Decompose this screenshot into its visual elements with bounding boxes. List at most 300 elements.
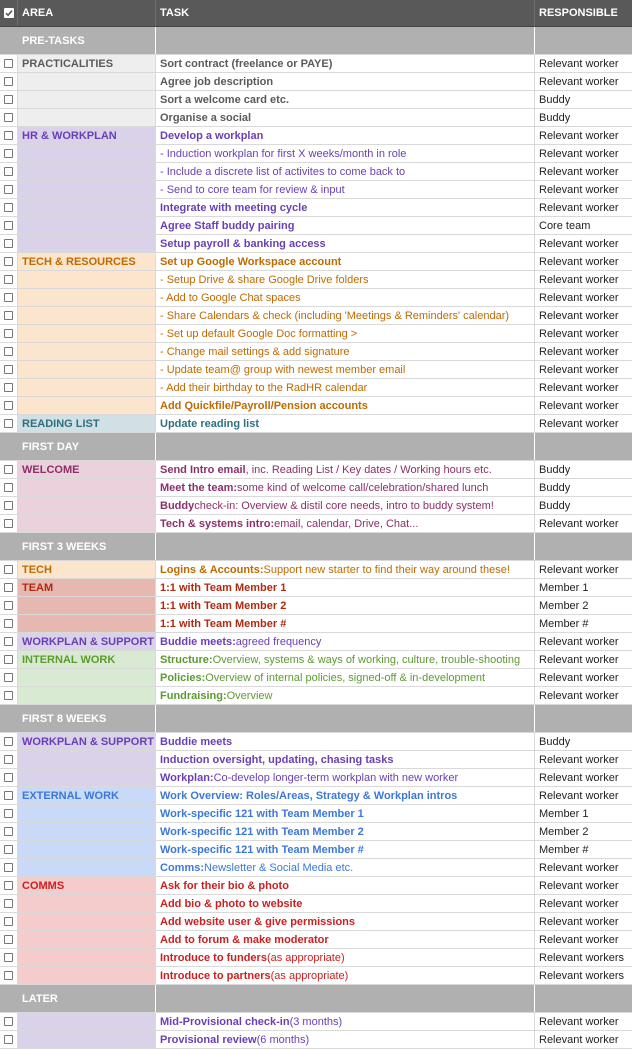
task-checkbox-cell[interactable] [0, 1013, 18, 1030]
task-cell[interactable] [156, 497, 535, 514]
responsible-cell[interactable]: Buddy [535, 461, 632, 478]
task-cell[interactable] [156, 73, 535, 90]
responsible-cell[interactable]: Relevant worker [535, 931, 632, 948]
task-cell[interactable] [156, 181, 535, 198]
responsible-cell[interactable]: Relevant worker [535, 877, 632, 894]
task-checkbox[interactable] [4, 809, 13, 818]
task-row [0, 615, 632, 633]
task-row [0, 515, 632, 533]
task-checkbox[interactable] [4, 565, 13, 574]
task-cell[interactable] [156, 515, 535, 532]
task-checkbox-cell[interactable] [0, 361, 18, 378]
task-checkbox[interactable] [4, 465, 13, 474]
task-checkbox-cell[interactable] [0, 895, 18, 912]
area-cell[interactable]: INTERNAL WORK [18, 651, 156, 668]
area-cell[interactable] [18, 73, 156, 90]
task-cell[interactable] [156, 235, 535, 252]
task-checkbox[interactable] [4, 863, 13, 872]
area-cell[interactable]: WORKPLAN & SUPPORT [18, 733, 156, 750]
task-detail: Newsletter & Social Media etc. [204, 861, 354, 874]
task-checkbox-cell[interactable] [0, 787, 18, 804]
area-cell[interactable] [18, 307, 156, 324]
area-cell[interactable] [18, 497, 156, 514]
responsible-cell[interactable]: Buddy [535, 91, 632, 108]
task-checkbox[interactable] [4, 673, 13, 682]
task-detail: Overview of internal policies, signed-off & in-development [205, 671, 486, 684]
task-detail: - Induction workplan for first X weeks/month in role [160, 147, 407, 160]
area-cell[interactable] [18, 217, 156, 234]
responsible-cell[interactable]: Relevant worker [535, 127, 632, 144]
task-cell[interactable] [156, 271, 535, 288]
task-checkbox[interactable] [4, 383, 13, 392]
task-checkbox[interactable] [4, 1035, 13, 1044]
responsible-cell[interactable]: Relevant worker [535, 55, 632, 72]
task-checkbox-cell[interactable] [0, 561, 18, 578]
task-cell[interactable] [156, 145, 535, 162]
task-checkbox-cell[interactable] [0, 479, 18, 496]
task-checkbox[interactable] [4, 329, 13, 338]
area-cell[interactable]: READING LIST [18, 415, 156, 432]
task-checkbox[interactable] [4, 827, 13, 836]
responsible-cell[interactable]: Relevant worker [535, 561, 632, 578]
area-cell[interactable] [18, 751, 156, 768]
task-checkbox[interactable] [4, 483, 13, 492]
area-cell[interactable] [18, 379, 156, 396]
area-cell[interactable] [18, 1013, 156, 1030]
responsible-cell[interactable]: Member 2 [535, 823, 632, 840]
task-checkbox[interactable] [4, 77, 13, 86]
responsible-cell[interactable]: Member # [535, 841, 632, 858]
task-checkbox-cell[interactable] [0, 651, 18, 668]
task-checkbox-cell[interactable] [0, 859, 18, 876]
task-checkbox-cell[interactable] [0, 597, 18, 614]
task-title: Structure: [160, 653, 213, 666]
task-title: 1:1 with Team Member 1 [160, 581, 287, 594]
task-cell[interactable] [156, 1031, 535, 1048]
task-checkbox-cell[interactable] [0, 497, 18, 514]
task-checkbox-cell[interactable] [0, 415, 18, 432]
task-detail: Support new starter to find their way around these! [263, 563, 510, 576]
task-checkbox-cell[interactable] [0, 307, 18, 324]
task-row [0, 967, 632, 985]
task-checkbox-cell[interactable] [0, 823, 18, 840]
task-checkbox-cell[interactable] [0, 235, 18, 252]
task-checkbox[interactable] [4, 953, 13, 962]
task-checkbox[interactable] [4, 59, 13, 68]
task-checkbox-cell[interactable] [0, 253, 18, 270]
area-cell[interactable] [18, 479, 156, 496]
responsible-cell[interactable]: Relevant worker [535, 289, 632, 306]
section-spacer [0, 985, 18, 1012]
responsible-cell[interactable]: Relevant worker [535, 73, 632, 90]
area-cell[interactable] [18, 109, 156, 126]
area-cell[interactable] [18, 343, 156, 360]
task-cell[interactable] [156, 823, 535, 840]
task-cell[interactable] [156, 733, 535, 750]
task-cell[interactable] [156, 55, 535, 72]
section-spacer [0, 433, 18, 460]
section-header-row [0, 433, 632, 461]
task-cell[interactable] [156, 787, 535, 804]
area-cell[interactable]: PRACTICALITIES [18, 55, 156, 72]
task-checkbox[interactable] [4, 113, 13, 122]
task-cell[interactable] [156, 415, 535, 432]
area-cell[interactable] [18, 597, 156, 614]
task-title: Meet the team: [160, 481, 238, 494]
select-all-checkbox[interactable] [0, 0, 18, 26]
area-cell[interactable] [18, 949, 156, 966]
area-cell[interactable] [18, 669, 156, 686]
task-title: Buddie meets: [160, 635, 236, 648]
task-checkbox-cell[interactable] [0, 109, 18, 126]
task-cell[interactable] [156, 687, 535, 704]
responsible-cell[interactable]: Relevant worker [535, 343, 632, 360]
task-checkbox-cell[interactable] [0, 397, 18, 414]
task-cell[interactable] [156, 127, 535, 144]
task-checkbox-cell[interactable] [0, 877, 18, 894]
task-checkbox-cell[interactable] [0, 1031, 18, 1048]
task-checkbox-cell[interactable] [0, 769, 18, 786]
task-checkbox-cell[interactable] [0, 931, 18, 948]
task-cell[interactable] [156, 751, 535, 768]
task-row [0, 633, 632, 651]
task-row [0, 109, 632, 127]
task-title: Work-specific 121 with Team Member 1 [160, 807, 364, 820]
task-row [0, 769, 632, 787]
task-checkbox[interactable] [4, 149, 13, 158]
task-checkbox-cell[interactable] [0, 55, 18, 72]
responsible-cell[interactable]: Relevant worker [535, 145, 632, 162]
task-row [0, 949, 632, 967]
responsible-cell[interactable]: Relevant worker [535, 787, 632, 804]
responsible-cell[interactable]: Relevant worker [535, 515, 632, 532]
responsible-cell[interactable]: Relevant worker [535, 1031, 632, 1048]
task-checkbox[interactable] [4, 917, 13, 926]
task-cell[interactable] [156, 615, 535, 632]
area-cell[interactable] [18, 805, 156, 822]
area-cell[interactable] [18, 199, 156, 216]
responsible-cell[interactable]: Relevant worker [535, 181, 632, 198]
task-cell[interactable] [156, 859, 535, 876]
area-cell[interactable] [18, 687, 156, 704]
task-cell[interactable] [156, 479, 535, 496]
area-cell[interactable] [18, 235, 156, 252]
task-row [0, 561, 632, 579]
task-row [0, 751, 632, 769]
task-detail: (as appropriate) [266, 951, 345, 964]
task-title: Comms: [160, 861, 205, 874]
task-checkbox-cell[interactable] [0, 73, 18, 90]
task-checkbox[interactable] [4, 347, 13, 356]
responsible-cell[interactable]: Relevant workers [535, 949, 632, 966]
task-detail: - Share Calendars & check (including 'Meetings & Reminders' calendar) [160, 309, 510, 322]
task-cell[interactable] [156, 199, 535, 216]
task-checkbox[interactable] [4, 311, 13, 320]
section-header-row [0, 705, 632, 733]
task-checkbox[interactable] [4, 619, 13, 628]
task-cell[interactable] [156, 91, 535, 108]
task-column-header[interactable]: TASK [156, 0, 535, 26]
task-cell[interactable] [156, 651, 535, 668]
task-title: Mid-Provisional check-in [160, 1015, 290, 1028]
area-cell[interactable] [18, 289, 156, 306]
task-checkbox-cell[interactable] [0, 181, 18, 198]
task-cell[interactable] [156, 461, 535, 478]
task-cell[interactable] [156, 949, 535, 966]
area-cell[interactable] [18, 271, 156, 288]
responsible-cell[interactable]: Relevant worker [535, 361, 632, 378]
task-title: Work Overview: Roles/Areas, Strategy & Workplan intros [160, 789, 458, 802]
responsible-cell[interactable]: Buddy [535, 109, 632, 126]
task-checkbox-cell[interactable] [0, 461, 18, 478]
area-cell[interactable] [18, 397, 156, 414]
responsible-cell[interactable]: Relevant worker [535, 235, 632, 252]
responsible-cell[interactable]: Member # [535, 615, 632, 632]
area-cell[interactable]: TEAM [18, 579, 156, 596]
task-checkbox[interactable] [4, 167, 13, 176]
area-cell[interactable] [18, 145, 156, 162]
task-checkbox-cell[interactable] [0, 127, 18, 144]
responsible-cell[interactable]: Buddy [535, 733, 632, 750]
task-detail: Overview [226, 689, 273, 702]
section-spacer [0, 533, 18, 560]
task-row [0, 253, 632, 271]
task-checkbox-cell[interactable] [0, 615, 18, 632]
task-row [0, 913, 632, 931]
task-checkbox-cell[interactable] [0, 217, 18, 234]
task-checkbox-cell[interactable] [0, 967, 18, 984]
task-checkbox[interactable] [4, 203, 13, 212]
task-checkbox-cell[interactable] [0, 325, 18, 342]
responsible-cell[interactable]: Member 1 [535, 805, 632, 822]
task-title: Integrate with meeting cycle [160, 201, 308, 214]
area-cell[interactable] [18, 841, 156, 858]
task-checkbox-cell[interactable] [0, 949, 18, 966]
task-row [0, 145, 632, 163]
task-checkbox[interactable] [4, 185, 13, 194]
area-cell[interactable] [18, 769, 156, 786]
responsible-cell[interactable]: Relevant worker [535, 199, 632, 216]
responsible-cell[interactable]: Relevant workers [535, 967, 632, 984]
task-cell[interactable] [156, 805, 535, 822]
task-checkbox[interactable] [4, 95, 13, 104]
task-checkbox-cell[interactable] [0, 805, 18, 822]
area-cell[interactable] [18, 515, 156, 532]
responsible-cell[interactable]: Relevant worker [535, 651, 632, 668]
responsible-cell[interactable]: Buddy [535, 479, 632, 496]
area-cell[interactable] [18, 181, 156, 198]
task-checkbox-cell[interactable] [0, 751, 18, 768]
responsible-cell[interactable]: Member 2 [535, 597, 632, 614]
responsible-cell[interactable]: Relevant worker [535, 1013, 632, 1030]
task-checkbox[interactable] [4, 655, 13, 664]
area-cell[interactable]: WELCOME [18, 461, 156, 478]
responsible-cell[interactable]: Buddy [535, 497, 632, 514]
task-checkbox-cell[interactable] [0, 579, 18, 596]
task-detail: (as appropriate) [270, 969, 349, 982]
task-checkbox[interactable] [4, 845, 13, 854]
task-cell[interactable] [156, 633, 535, 650]
area-cell[interactable]: WORKPLAN & SUPPORT [18, 633, 156, 650]
task-checkbox[interactable] [4, 293, 13, 302]
task-title: Provisional review [160, 1033, 257, 1046]
responsible-cell[interactable]: Relevant worker [535, 163, 632, 180]
task-row [0, 597, 632, 615]
responsible-column-header[interactable]: RESPONSIBLE [535, 0, 632, 26]
task-cell[interactable] [156, 1013, 535, 1030]
task-checkbox[interactable] [4, 131, 13, 140]
responsible-cell[interactable]: Relevant worker [535, 415, 632, 432]
responsible-cell[interactable]: Relevant worker [535, 895, 632, 912]
task-checkbox[interactable] [4, 935, 13, 944]
task-row [0, 497, 632, 515]
responsible-cell[interactable]: Core team [535, 217, 632, 234]
task-checkbox[interactable] [4, 881, 13, 890]
task-checkbox[interactable] [4, 239, 13, 248]
area-cell[interactable] [18, 361, 156, 378]
area-cell[interactable] [18, 823, 156, 840]
task-row [0, 859, 632, 877]
task-checkbox[interactable] [4, 519, 13, 528]
task-checkbox[interactable] [4, 401, 13, 410]
responsible-cell[interactable]: Relevant worker [535, 325, 632, 342]
task-cell[interactable] [156, 561, 535, 578]
task-checkbox[interactable] [4, 419, 13, 428]
task-cell[interactable] [156, 597, 535, 614]
task-cell[interactable] [156, 913, 535, 930]
area-cell[interactable] [18, 91, 156, 108]
responsible-cell[interactable]: Relevant worker [535, 669, 632, 686]
task-checkbox-cell[interactable] [0, 199, 18, 216]
task-cell[interactable] [156, 841, 535, 858]
task-checkbox[interactable] [4, 221, 13, 230]
task-cell[interactable] [156, 579, 535, 596]
responsible-cell[interactable]: Relevant worker [535, 769, 632, 786]
task-checkbox[interactable] [4, 275, 13, 284]
area-cell[interactable]: TECH & RESOURCES [18, 253, 156, 270]
task-cell[interactable] [156, 877, 535, 894]
responsible-cell[interactable]: Relevant worker [535, 859, 632, 876]
task-cell[interactable] [156, 217, 535, 234]
section-label: FIRST 8 WEEKS [18, 705, 156, 732]
task-checkbox-cell[interactable] [0, 343, 18, 360]
task-checkbox[interactable] [4, 637, 13, 646]
responsible-cell[interactable]: Relevant worker [535, 397, 632, 414]
responsible-cell[interactable]: Relevant worker [535, 751, 632, 768]
responsible-cell[interactable]: Relevant worker [535, 687, 632, 704]
responsible-cell[interactable]: Relevant worker [535, 633, 632, 650]
task-checkbox[interactable] [4, 773, 13, 782]
area-cell[interactable] [18, 325, 156, 342]
area-cell[interactable] [18, 163, 156, 180]
task-checkbox[interactable] [4, 899, 13, 908]
responsible-cell[interactable]: Relevant worker [535, 253, 632, 270]
task-row [0, 687, 632, 705]
area-column-header[interactable]: AREA [18, 0, 156, 26]
task-checkbox[interactable] [4, 365, 13, 374]
task-cell[interactable] [156, 895, 535, 912]
task-checkbox[interactable] [4, 971, 13, 980]
responsible-cell[interactable]: Member 1 [535, 579, 632, 596]
responsible-cell[interactable]: Relevant worker [535, 271, 632, 288]
task-row [0, 325, 632, 343]
area-cell[interactable]: COMMS [18, 877, 156, 894]
task-checkbox[interactable] [4, 501, 13, 510]
task-title: Develop a workplan [160, 129, 264, 142]
task-checkbox[interactable] [4, 601, 13, 610]
task-cell[interactable] [156, 289, 535, 306]
task-cell[interactable] [156, 669, 535, 686]
task-checkbox-cell[interactable] [0, 91, 18, 108]
task-row [0, 895, 632, 913]
responsible-cell[interactable]: Relevant worker [535, 307, 632, 324]
task-checkbox[interactable] [4, 257, 13, 266]
task-checkbox-cell[interactable] [0, 687, 18, 704]
task-checkbox[interactable] [4, 791, 13, 800]
task-title: Buddy [160, 499, 195, 512]
task-cell[interactable] [156, 361, 535, 378]
task-cell[interactable] [156, 253, 535, 270]
task-cell[interactable] [156, 397, 535, 414]
task-cell[interactable] [156, 109, 535, 126]
task-cell[interactable] [156, 967, 535, 984]
area-cell[interactable] [18, 967, 156, 984]
task-row [0, 91, 632, 109]
task-cell[interactable] [156, 769, 535, 786]
area-cell[interactable] [18, 615, 156, 632]
task-cell[interactable] [156, 325, 535, 342]
checklist-rows [0, 27, 632, 1049]
task-title: Introduce to partners [160, 969, 271, 982]
task-cell[interactable] [156, 343, 535, 360]
area-cell[interactable] [18, 859, 156, 876]
task-checkbox[interactable] [4, 755, 13, 764]
task-checkbox-cell[interactable] [0, 145, 18, 162]
area-cell[interactable] [18, 895, 156, 912]
task-checkbox-cell[interactable] [0, 733, 18, 750]
task-checkbox-cell[interactable] [0, 669, 18, 686]
area-cell[interactable]: TECH [18, 561, 156, 578]
task-cell[interactable] [156, 931, 535, 948]
task-checkbox-cell[interactable] [0, 289, 18, 306]
task-checkbox-cell[interactable] [0, 163, 18, 180]
task-checkbox-cell[interactable] [0, 379, 18, 396]
task-checkbox[interactable] [4, 737, 13, 746]
area-cell[interactable]: EXTERNAL WORK [18, 787, 156, 804]
area-cell[interactable] [18, 1031, 156, 1048]
task-checkbox[interactable] [4, 583, 13, 592]
task-checkbox[interactable] [4, 691, 13, 700]
responsible-cell[interactable]: Relevant worker [535, 379, 632, 396]
task-cell[interactable] [156, 379, 535, 396]
task-checkbox-cell[interactable] [0, 841, 18, 858]
task-checkbox-cell[interactable] [0, 913, 18, 930]
task-checkbox-cell[interactable] [0, 271, 18, 288]
area-cell[interactable] [18, 913, 156, 930]
checkmark-icon [4, 8, 14, 18]
area-cell[interactable]: HR & WORKPLAN [18, 127, 156, 144]
area-cell[interactable] [18, 931, 156, 948]
task-cell[interactable] [156, 307, 535, 324]
responsible-cell[interactable]: Relevant worker [535, 913, 632, 930]
task-checkbox[interactable] [4, 1017, 13, 1026]
task-title: Agree job description [160, 75, 274, 88]
section-resp-spacer [535, 433, 632, 460]
task-cell[interactable] [156, 163, 535, 180]
task-checkbox-cell[interactable] [0, 633, 18, 650]
task-checkbox-cell[interactable] [0, 515, 18, 532]
header-row [0, 0, 632, 27]
